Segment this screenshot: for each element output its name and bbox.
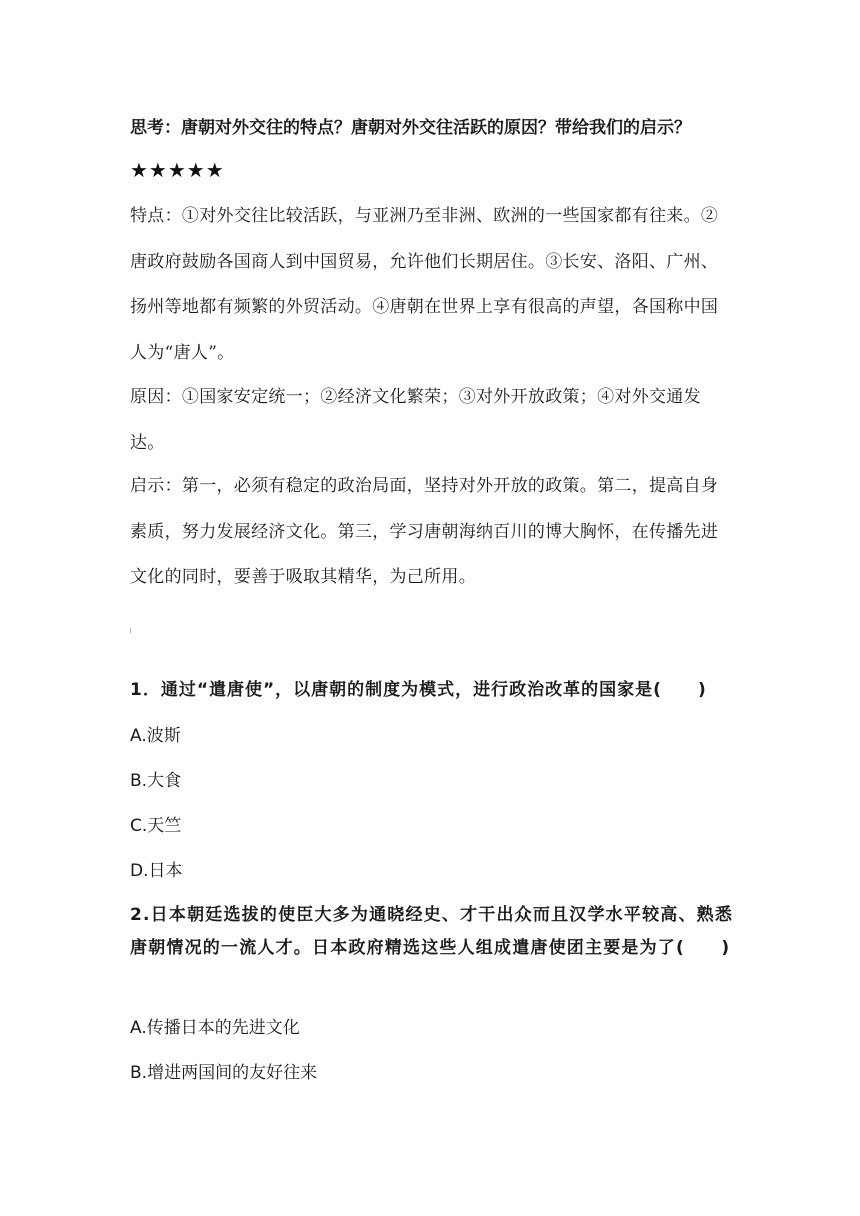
question-2-option-b: B.增进两国间的友好往来 — [130, 1063, 318, 1083]
section-mark — [130, 628, 131, 633]
question-1-stem: 1．通过“遣唐使”，以唐朝的制度为模式，进行政治改革的国家是( ) — [130, 680, 707, 700]
think-question: 思考：唐朝对外交往的特点？唐朝对外交往活跃的原因？带给我们的启示？ — [130, 118, 691, 138]
features-paragraph: 特点：①对外交往比较活跃，与亚洲乃至非洲、欧洲的一些国家都有往来。②唐政府鼓励各国商人到中国贸易，允许他们长期居住。③长安、洛阳、广州、扬州等地都有频繁的外贸活动。④唐朝在世界上享有很高的声望，各国称中国人为“唐人”。 — [130, 206, 719, 363]
question-1-option-c: C.天竺 — [130, 816, 182, 836]
question-2-option-a: A.传播日本的先进文化 — [130, 1018, 300, 1038]
question-1-option-d: D.日本 — [130, 861, 183, 881]
question-2-stem: 2.日本朝廷选拔的使臣大多为通晓经史、才干出众而且汉学水平较高、熟悉唐朝情况的一流人才。日本政府精选这些人组成遣唐使团主要是为了( ) — [130, 905, 734, 958]
question-1-option-b: B.大食 — [130, 771, 182, 791]
question-1-option-a: A.波斯 — [130, 726, 181, 746]
difficulty-stars: ★★★★★ — [130, 158, 225, 182]
inspiration-paragraph: 启示：第一，必须有稳定的政治局面，坚持对外开放的政策。第二，提高自身素质，努力发展经济文化。第三，学习唐朝海纳百川的博大胸怀，在传播先进文化的同时，要善于吸取其精华，为己所用。 — [130, 476, 719, 587]
reasons-paragraph: 原因：①国家安定统一；②经济文化繁荣；③对外开放政策；④对外交通发达。 — [130, 387, 701, 453]
